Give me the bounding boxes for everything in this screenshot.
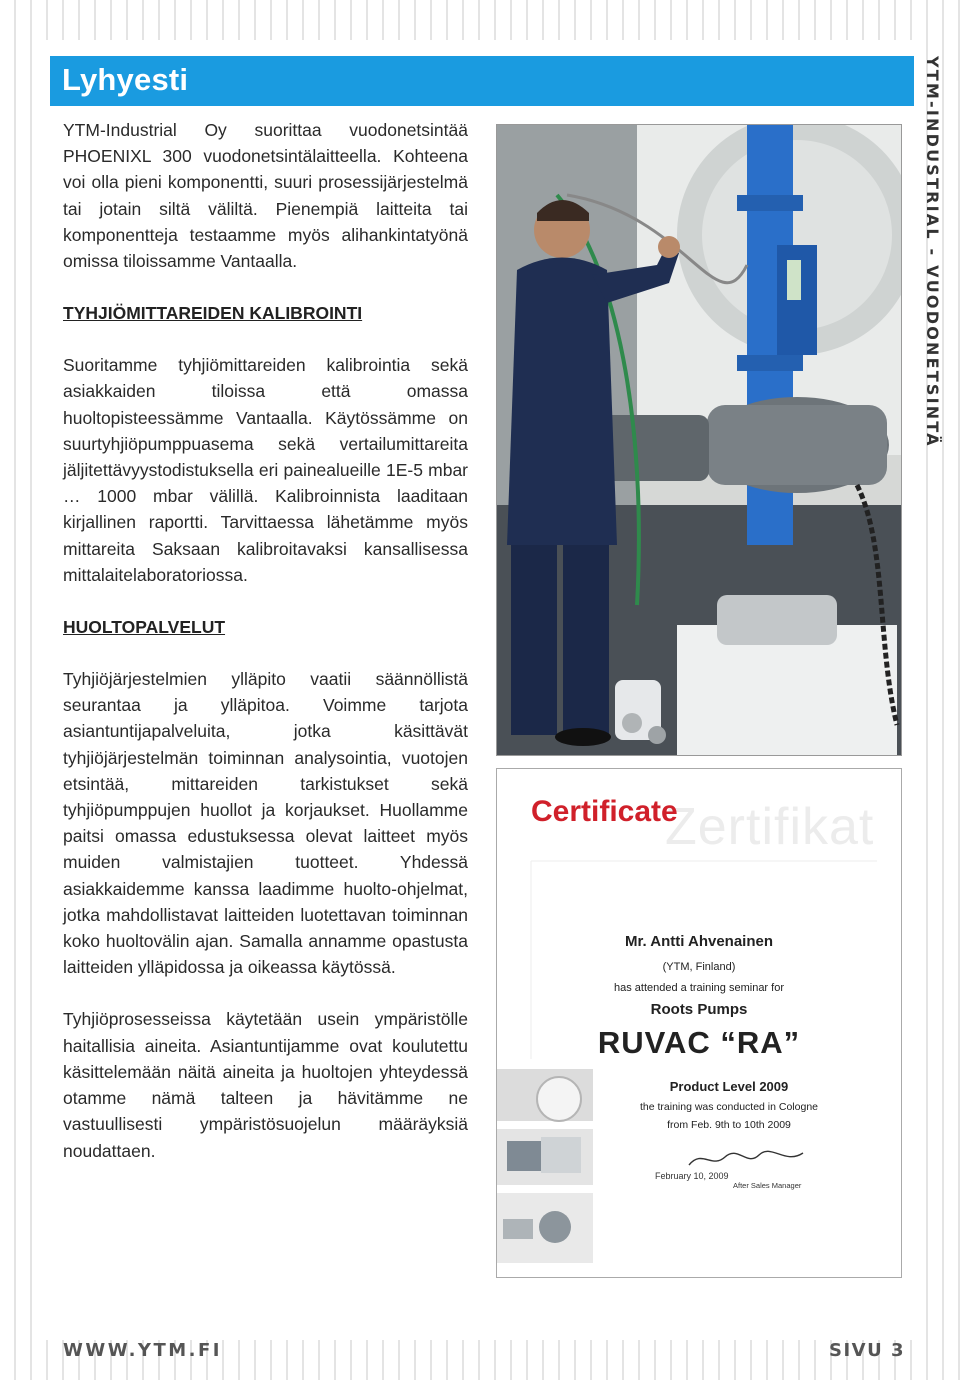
photo-illustration <box>497 125 901 755</box>
environment-paragraph: Tyhjiöprosesseissa käytetään usein ympäristölle haitallisia aineita. Asiantuntijamme ovat koulutettu käsittelemään näitä aineita ja huoltojen yhteydessä otamme nämä talteen ja hävitämme ne vastuullisesti ympäristösuojelun määräyksiä noudattaen. <box>63 1009 468 1161</box>
page-title: Lyhyesti <box>62 62 189 97</box>
certificate-signed-date: February 10, 2009 <box>655 1171 729 1181</box>
signature-mark <box>687 1147 807 1171</box>
certificate-level: Product Level 2009 <box>669 1079 789 1094</box>
certificate-title: Certificate <box>531 795 678 828</box>
certificate-product: Roots Pumps <box>650 1001 748 1018</box>
text-column <box>63 117 468 1190</box>
certificate-dates: from Feb. 9th to 10th 2009 <box>667 1119 791 1131</box>
pump-images <box>497 1059 607 1273</box>
calibration-heading: TYHJIÖMITTAREIDEN KALIBROINTI <box>63 303 363 324</box>
sidebar-vertical-label: YTM-INDUSTRIAL - VUODONETSINTÄ <box>923 56 942 448</box>
intro-paragraph: YTM-Industrial Oy suorittaa vuodonetsintää PHOENIXL 300 vuodonetsintälaitteella. Kohteena voi olla pieni komponentti, suuri prosessijärjestelmä tai jotain siltä väliltä. Pienempiä laitteita tai komponentteja testaamme myös alihankintatyönä omissa tiloissamme Vantaalla. <box>63 120 468 272</box>
certificate-image <box>496 768 902 1278</box>
certificate-company: (YTM, Finland) <box>662 961 736 973</box>
certificate-name: Mr. Antti Ahvenainen <box>624 933 774 950</box>
calibration-paragraph: Suoritamme tyhjiömittareiden kalibrointia sekä asiakkaiden tiloissa että omassa huoltopisteessämme Vantaalla. Käytössämme on suurtyhjiöpumppuasema sekä vertailumittareita jäljitettävyystodistuksella eri painealueille 1E-5 mbar … 1000 mbar välillä. Kalibroinnista laaditaan kirjallinen raportti. Tarvittaessa lähetämme myös mittareita Saksaan kalibroitavaksi kansallisessa mittalaitelaboratoriossa. <box>63 355 468 585</box>
certificate-attended: has attended a training seminar for <box>614 982 784 994</box>
certificate-watermark: Zertifikat <box>665 798 875 856</box>
service-heading: HUOLTOPALVELUT <box>63 617 226 638</box>
certificate-signer: After Sales Manager <box>733 1181 802 1190</box>
section-banner <box>50 56 914 106</box>
technician-photo <box>496 124 902 756</box>
certificate-model: RUVAC “RA” <box>597 1025 801 1060</box>
footer-page-number: SIVU 3 <box>829 1340 905 1361</box>
service-paragraph: Tyhjiöjärjestelmien ylläpito vaatii säännöllistä seurantaa ja ylläpitoa. Voimme tarjota asiantuntijapalveluita, jotka käsittävät tyhjiöjärjestelmän toiminnan analysointia, vuotojen etsintää, mittareiden tarkistukset sekä tyhjiöpumppujen huollot ja korjaukset. Huollamme paitsi omassa edustuksessa olevat laitteet myös muiden valmistajien tuotteet. Yhdessä asiakkaidemme kanssa laadimme huolto-ohjelmat, jotka mahdollistavat laitteiden luotettavan toiminnan koko huoltovälin ajan. Samalla annamme opastusta laitteiden ylläpidossa ja oikeassa käytössä. <box>63 669 468 978</box>
footer-website: WWW.YTM.FI <box>63 1340 222 1361</box>
certificate-location: the training was conducted in Cologne <box>639 1101 819 1113</box>
